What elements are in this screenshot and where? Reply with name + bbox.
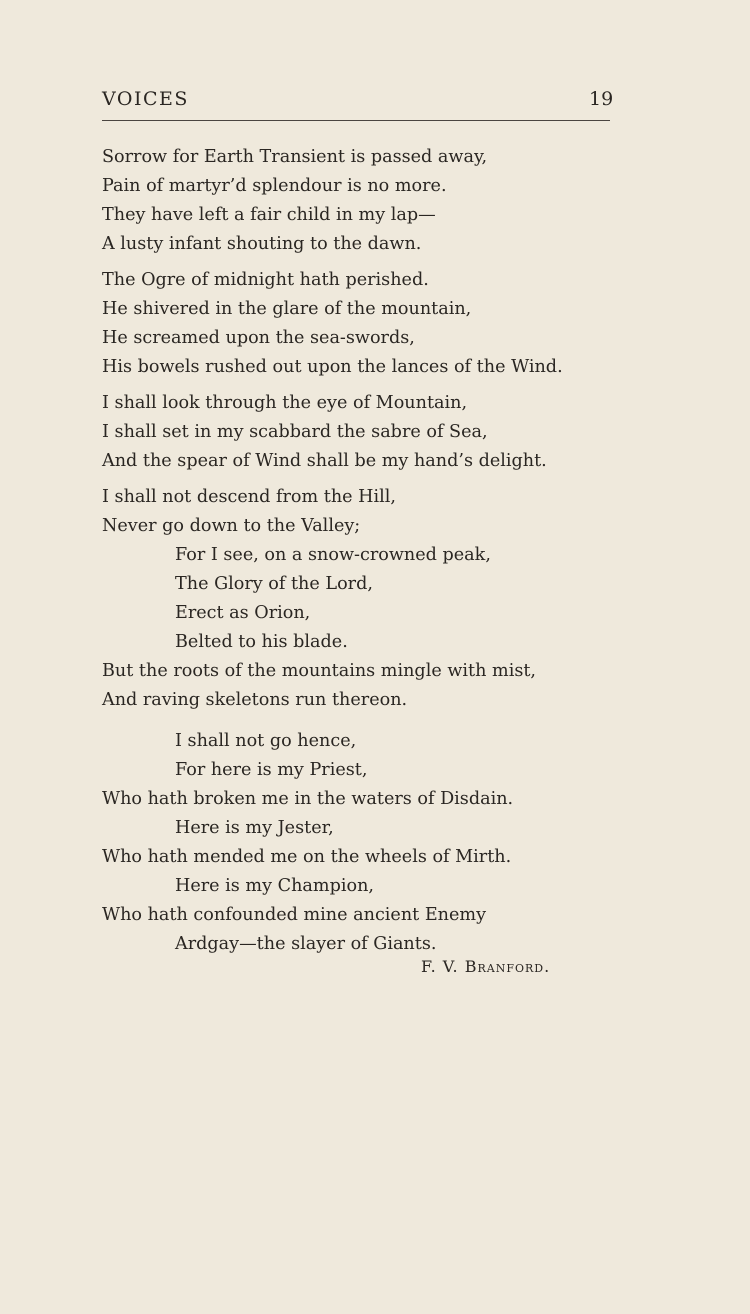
poem-line: He shivered in the glare of the mountain,: [102, 299, 472, 319]
poem-line: The Ogre of midnight hath perished.: [102, 270, 429, 290]
poem-line: I shall not descend from the Hill,: [102, 487, 396, 507]
author-signature: F. V. Branford.: [421, 957, 551, 976]
poem-line: They have left a fair child in my lap—: [102, 205, 436, 225]
page-number: 19: [589, 88, 614, 110]
poem-line: Who hath broken me in the waters of Disdain.: [102, 789, 514, 809]
poem-line-indented: Ardgay—the slayer of Giants.: [175, 934, 437, 954]
running-head-title: VOICES: [102, 88, 189, 110]
poem-line: Who hath mended me on the wheels of Mirth.: [102, 847, 512, 867]
poem-line: Sorrow for Earth Transient is passed away,: [102, 147, 488, 167]
poem-line: His bowels rushed out upon the lances of the Wind.: [102, 357, 563, 377]
stanza-5: [102, 727, 622, 959]
header-rule: [102, 120, 610, 121]
poem-line-indented: Erect as Orion,: [175, 603, 311, 623]
stanza-1: [102, 143, 622, 259]
poem-line: A lusty infant shouting to the dawn.: [102, 234, 422, 254]
stanza-4: [102, 483, 622, 715]
poem-line-indented: The Glory of the Lord,: [175, 574, 373, 594]
poem-line-indented: Here is my Jester,: [175, 818, 334, 838]
poem-line: But the roots of the mountains mingle with mist,: [102, 661, 537, 681]
poem-line-indented: I shall not go hence,: [175, 731, 357, 751]
poem: [102, 143, 622, 966]
poem-line-indented: For here is my Priest,: [175, 760, 368, 780]
poem-line-indented: For I see, on a snow-crowned peak,: [175, 545, 491, 565]
poem-line: Who hath confounded mine ancient Enemy: [102, 905, 487, 925]
stanza-2: [102, 266, 622, 382]
poem-line: I shall look through the eye of Mountain,: [102, 393, 468, 413]
stanza-3: [102, 389, 622, 476]
poem-line-indented: Here is my Champion,: [175, 876, 375, 896]
poem-line: And the spear of Wind shall be my hand’s delight.: [102, 451, 547, 471]
poem-line: And raving skeletons run thereon.: [102, 690, 408, 710]
poem-line: He screamed upon the sea-swords,: [102, 328, 415, 348]
poem-line: Pain of martyr’d splendour is no more.: [102, 176, 447, 196]
poem-line: I shall set in my scabbard the sabre of Sea,: [102, 422, 488, 442]
poem-line: Never go down to the Valley;: [102, 516, 361, 536]
poem-line-indented: Belted to his blade.: [175, 632, 348, 652]
